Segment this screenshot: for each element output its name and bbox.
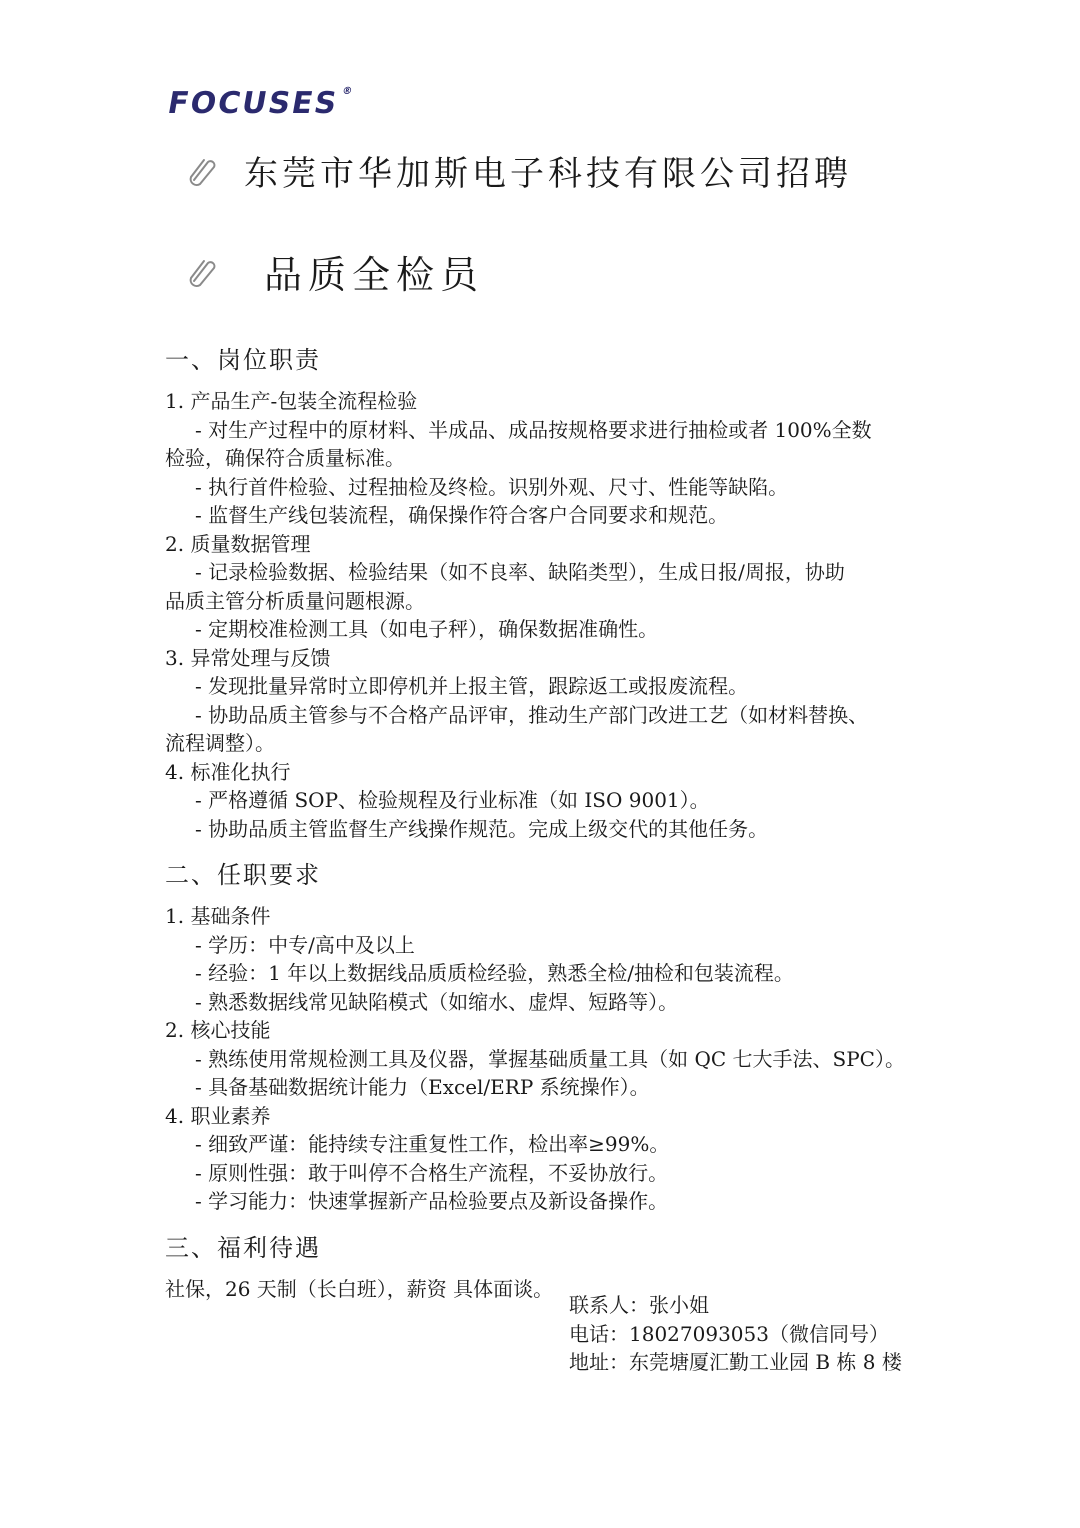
job-title-row	[186, 244, 484, 299]
duty-line: - 协助品质主管参与不合格产品评审，推动生产部门改进工艺（如材料替换、	[195, 702, 869, 727]
requirement-line: - 学历：中专/高中及以上	[195, 932, 415, 957]
requirement-line: - 具备基础数据统计能力（Excel/ERP 系统操作）。	[195, 1075, 650, 1099]
duty-line: 品质主管分析质量问题根源。	[165, 588, 425, 613]
contact-block	[569, 1291, 902, 1377]
duty-line: - 发现批量异常时立即停机并上报主管，跟踪返工或报废流程。	[195, 674, 749, 698]
company-title: 东莞市华加斯电子科技有限公司招聘	[244, 154, 852, 194]
section-heading-duties: 一、岗位职责	[165, 346, 321, 374]
duty-item-label: 1. 产品生产-包装全流程检验	[165, 389, 418, 413]
duty-line: - 严格遵循 SOP、检验规程及行业标准（如 ISO 9001）。	[195, 788, 710, 812]
contact-address: 地址：东莞塘厦汇勤工业园 B 栋 8 楼	[569, 1350, 902, 1374]
requirement-line: - 原则性强：敢于叫停不合格生产流程，不妥协放行。	[195, 1160, 669, 1185]
paperclip-icon	[186, 255, 220, 289]
duty-line: 流程调整）。	[165, 731, 275, 755]
duty-line: - 记录检验数据、检验结果（如不良率、缺陷类型），生成日报/周报，协助	[195, 560, 845, 584]
duty-line: - 定期校准检测工具（如电子秤），确保数据准确性。	[195, 617, 659, 641]
requirement-item-label: 1. 基础条件	[165, 904, 271, 928]
duty-item-label: 4. 标准化执行	[165, 759, 291, 784]
requirement-line: - 学习能力：快速掌握新产品检验要点及新设备操作。	[195, 1189, 669, 1213]
duty-line: 检验，确保符合质量标准。	[165, 446, 405, 470]
paperclip-icon	[186, 154, 220, 188]
requirement-line: - 熟悉数据线常见缺陷模式（如缩水、虚焊、短路等）。	[195, 989, 679, 1014]
requirement-line: - 细致严谨：能持续专注重复性工作，检出率≥99%。	[195, 1132, 670, 1156]
requirement-line: - 经验：1 年以上数据线品质质检经验，熟悉全检/抽检和包装流程。	[195, 961, 794, 985]
duty-item-label: 3. 异常处理与反馈	[165, 645, 331, 670]
benefits-text: 社保，26 天制（长白班），薪资 具体面谈。	[165, 1276, 554, 1301]
duty-item-label: 2. 质量数据管理	[165, 531, 311, 556]
section-heading-requirements: 二、任职要求	[165, 861, 321, 889]
duty-line: - 监督生产线包装流程，确保操作符合客户合同要求和规范。	[195, 503, 729, 527]
company-title-row	[186, 146, 852, 195]
duty-line: - 执行首件检验、过程抽检及终检。识别外观、尺寸、性能等缺陷。	[195, 474, 789, 499]
requirement-item-label: 4. 职业素养	[165, 1103, 271, 1128]
duty-line: - 协助品质主管监督生产线操作规范。完成上级交代的其他任务。	[195, 816, 769, 841]
section-heading-benefits: 三、福利待遇	[165, 1233, 321, 1262]
requirement-item-label: 2. 核心技能	[165, 1018, 271, 1042]
contact-phone: 电话：18027093053（微信同号）	[569, 1321, 889, 1346]
contact-person: 联系人：张小姐	[569, 1293, 709, 1317]
requirement-line: - 熟练使用常规检测工具及仪器，掌握基础质量工具（如 QC 七大手法、SPC）。	[195, 1046, 905, 1071]
job-title: 品质全检员	[264, 253, 485, 297]
job-description	[165, 340, 925, 1303]
company-logo: FOCUSES®	[164, 86, 356, 121]
duty-line: - 对生产过程中的原材料、半成品、成品按规格要求进行抽检或者 100%全数	[195, 417, 872, 442]
